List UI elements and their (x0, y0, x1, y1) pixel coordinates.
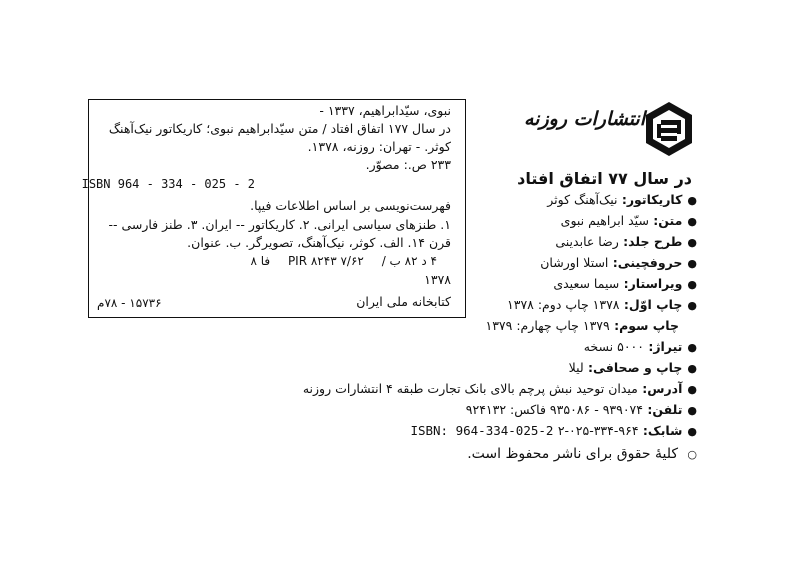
cip-library: کتابخانه ملی ایران (356, 294, 451, 309)
bullet-icon: ● (687, 278, 697, 291)
credit-label: کاریکاتور: (621, 192, 683, 207)
credit-third-print (486, 317, 680, 335)
publisher-logo (524, 100, 695, 162)
cip-fipa-line: فهرست‌نویسی بر اساس اطلاعات فیپا. (250, 198, 451, 213)
bullet-icon: ● (687, 257, 697, 270)
credit-label: چاپ و صحافی: (588, 360, 683, 375)
circle-bullet-icon: ○ (687, 448, 697, 461)
bullet-icon: ● (687, 215, 697, 228)
credit-value: استلا اورشان (540, 255, 609, 270)
cip-subjects-line: ۱. طنزهای سیاسی ایرانی. ۲. کاریکاتور -- ایران. ۳. طنز فارسی -- (108, 217, 451, 232)
credit-value: میدان توحید نبش پرچم بالای بانک تجارت طبقه ۴ انتشارات روزنه (302, 381, 638, 396)
bullet-icon: ● (687, 194, 697, 207)
cip-pages-line: ۲۳۳ ص.: مصوّر. (365, 157, 451, 172)
credit-rights (467, 445, 697, 464)
bullet-icon: ● (687, 299, 697, 312)
credit-isbn-latin: ISBN: 964-334-025-2 (410, 423, 554, 438)
book-title: در سال ۷۷ اتفاق افتاد (517, 169, 692, 188)
credit-label: چاپ اوّل: (623, 297, 683, 312)
cip-year: ۱۳۷۸ (424, 272, 451, 287)
credit-label: تیراژ: (648, 339, 683, 354)
cip-class-b: PIR ۸۲۴۳ (287, 254, 337, 268)
credit-value: سیما سعیدی (553, 276, 620, 291)
credit-label: چاپ سوم: (614, 318, 679, 333)
credit-value: ۹۶۴-۳۳۴-۰۲۵-۲ (557, 423, 639, 438)
credit-phone (466, 401, 697, 420)
credit-value: نیک‌آهنگ کوثر (547, 192, 618, 207)
credit-value: ۵۰۰۰ نسخه (583, 339, 644, 354)
bullet-icon: ● (687, 383, 697, 396)
cip-subjects-line-2: قرن ۱۴. الف. کوثر، نیک‌آهنگ، تصویرگر. ب. عنوان. (187, 235, 451, 250)
credit-label: طرح جلد: (623, 234, 683, 249)
bullet-icon: ● (687, 404, 697, 417)
credit-first-print (507, 296, 697, 315)
credit-printing-binding (569, 359, 697, 378)
credit-value: رضا عابدینی (555, 234, 619, 249)
credit-cover-design (555, 233, 697, 252)
credit-value: ۹۳۹۰۷۴ - ۹۳۵۰۸۶ فاکس: ۹۲۴۱۳۲ (465, 402, 643, 417)
bullet-icon: ● (687, 341, 697, 354)
cip-box (81, 99, 466, 318)
credit-isbn (410, 422, 697, 441)
cip-title-line: در سال ۱۷۷ اتفاق افتاد / متن سیّدابراهیم نبوی؛ کاریکاتور نیک‌آهنگ (108, 121, 451, 136)
credit-address (303, 380, 697, 399)
credit-value: ۱۳۷۹ چاپ چهارم: ۱۳۷۹ (485, 318, 610, 333)
credit-label: شابک: (642, 423, 683, 438)
cip-class-a: ۴ د ۸۲ ب / (381, 254, 437, 268)
credit-caricature (547, 191, 697, 210)
credit-print-run (584, 338, 697, 357)
bullet-icon: ● (687, 425, 697, 438)
credit-label: متن: (653, 213, 683, 228)
credit-value: لیلا (568, 360, 584, 375)
credit-editor (553, 275, 697, 294)
credit-label: تلفن: (647, 402, 683, 417)
credit-label: ویراستار: (623, 276, 683, 291)
bullet-icon: ● (687, 362, 697, 375)
credit-value: سیّد ابراهیم نبوی (560, 213, 649, 228)
cip-class-c: ۷/۶۲ فا ۸ (250, 254, 364, 268)
rights-statement: کلیهٔ حقوق برای ناشر محفوظ است. (467, 446, 679, 462)
credit-label: آدرس: (642, 381, 683, 396)
cip-classification-row (236, 254, 437, 268)
cip-library-number: ۱۵۷۳۶ - ۷۸م (97, 296, 162, 310)
credit-label: حروفچینی: (612, 255, 683, 270)
credit-text-author (561, 212, 697, 231)
credit-value: ۱۳۷۸ چاپ دوم: ۱۳۷۸ (507, 297, 620, 312)
cip-isbn: ISBN 964 - 334 - 025 - 2 (81, 177, 255, 191)
rowzaneh-logo-icon (643, 100, 695, 158)
credit-typesetting (540, 254, 697, 273)
bullet-icon: ● (687, 236, 697, 249)
cip-publisher-line: کوثر. - تهران: روزنه، ۱۳۷۸. (307, 139, 451, 154)
cip-author-line: نبوی، سیّدابراهیم، ۱۳۳۷ - (319, 103, 451, 118)
publisher-logo-text: انتشارات روزنه (524, 108, 645, 130)
